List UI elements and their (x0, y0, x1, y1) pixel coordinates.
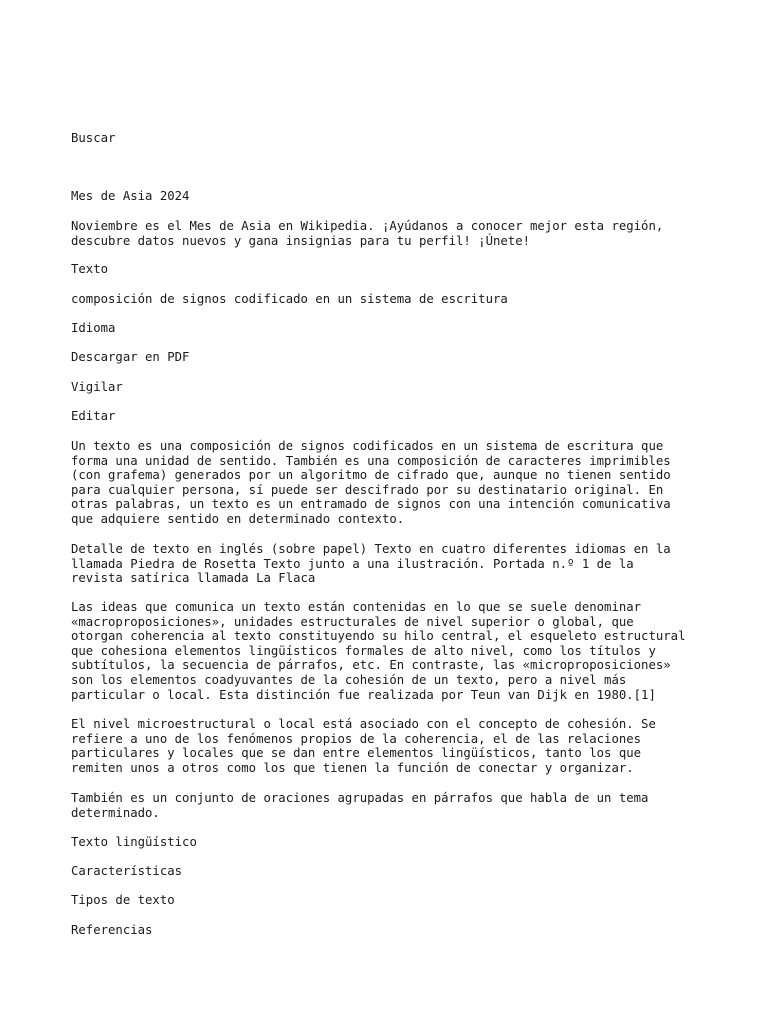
short-description: composición de signos codificado en un sistema de escritura (71, 292, 508, 306)
download-pdf-link[interactable]: Descargar en PDF (71, 350, 190, 364)
watch-link[interactable]: Vigilar (71, 380, 123, 394)
section-link-texto-linguistico[interactable]: Texto lingüístico (71, 835, 197, 849)
micro-paragraph: El nivel microestructural o local está asociado con el concepto de cohesión. Se refiere a uno de los fenómenos propios de la coherencia, el de las relaciones particulares y locales que se dan entre elementos lingüísticos, tanto los que remiten unos a otros como los que tienen la función de conectar y organizar. (71, 717, 656, 775)
section-link-referencias[interactable]: Referencias (71, 923, 153, 937)
page-title: Texto (71, 262, 109, 276)
section-link-caracteristicas[interactable]: Características (71, 864, 183, 878)
edit-link[interactable]: Editar (71, 409, 116, 423)
banner-text: Noviembre es el Mes de Asia en Wikipedia. ¡Ayúdanos a conocer mejor esta región, descubre datos nuevos y gana insignias para tu perfil! ¡Únete! (71, 219, 664, 248)
closing-paragraph: También es un conjunto de oraciones agrupadas en párrafos que habla de un tema determinado. (71, 791, 649, 820)
intro-paragraph: Un texto es una composición de signos codificados en un sistema de escritura que forma una unidad de sentido. También es una composición de caracteres imprimibles (con grafema) generados por un algoritmo de cifrado que, aunque no tienen sentido para cualquier persona, sí puede ser descifrado por su destinatario original. En otras palabras, un texto es un entramado de signos con una intención comunicativa que adquiere sentido en determinado contexto. (71, 439, 671, 526)
macro-paragraph: Las ideas que comunica un texto están contenidas en lo que se suele denominar «macroproposiciones», unidades estructurales de nivel superior o global, que otorgan coherencia al texto constituyendo su hilo central, el esqueleto estructural que cohesiona elementos lingüísticos formales de alto nivel, como los títulos y subtítulos, la secuencia de párrafos, etc. En contraste, las «microproposiciones» son los elementos coadyuvantes de la cohesión de un texto, pero a nivel más particular o local. Esta distinción fue realizada por Teun van Dijk en 1980.[1] (71, 600, 686, 702)
banner-title: Mes de Asia 2024 (71, 189, 190, 203)
section-link-tipos-de-texto[interactable]: Tipos de texto (71, 893, 175, 907)
language-button[interactable]: Idioma (71, 321, 116, 335)
image-captions: Detalle de texto en inglés (sobre papel) Texto en cuatro diferentes idiomas en la llamada Piedra de Rosetta Texto junto a una ilustración. Portada n.º 1 de la revista satírica llamada La Flaca (71, 542, 671, 586)
search-link[interactable]: Buscar (71, 131, 116, 145)
